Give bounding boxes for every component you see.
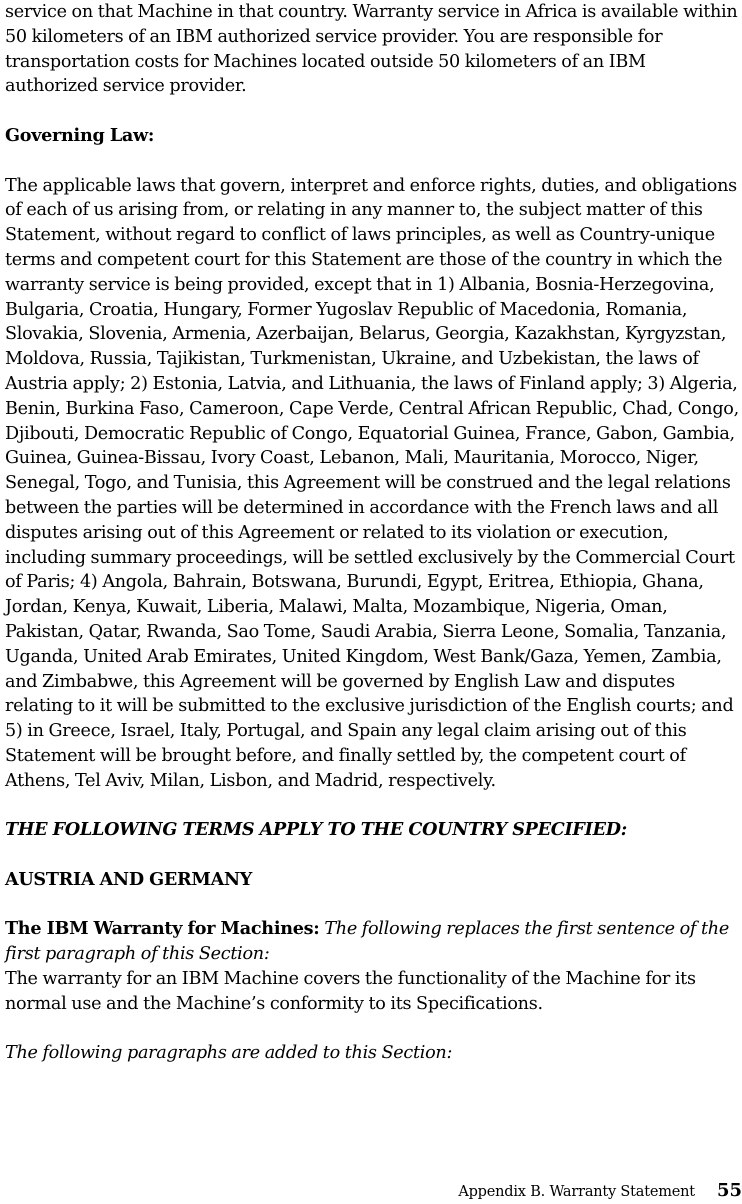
warranty-body: The warranty for an IBM Machine covers the functionality of the Machine for its normal use and the Machine’s conformity to its Specifications. — [5, 969, 696, 1014]
page-footer — [458, 1180, 742, 1204]
warranty-heading: The IBM Warranty for Machines: — [5, 918, 320, 940]
intro-paragraph: service on that Machine in that country. Warranty service in Africa is available within 50 kilometers of an IBM authorized service provider. You are responsible for transportation costs for Machines located outside 50 kilometers of an IBM authorized service provider. — [5, 2, 738, 97]
country-heading: AUSTRIA AND GERMANY — [5, 868, 253, 890]
warranty-instruction: The following replaces the first sentence of the first paragraph of this Section: — [5, 919, 729, 965]
added-paragraphs-note: The following paragraphs are added to this Section: — [5, 1043, 453, 1064]
governing-law-body: The applicable laws that govern, interpret and enforce rights, duties, and obligations of each of us arising from, or relating in any manner to, the subject matter of this Statement, without regard to conflict of laws principles, as well as Country-unique terms and competent court for this Statement are those of the country in which the warranty service is being provided, except that in 1) Albania, Bosnia-Herzegovina, Bulgaria, Croatia, Hungary, Former Yugoslav Republic of Macedonia, Romania, Slovakia, Slovenia, Armenia, Azerbaijan, Belarus, Georgia, Kazakhstan, Kyrgyzstan, Moldova, Russia, Tajikistan, Turkmenistan, Ukraine, and Uzbekistan, the laws of Austria apply; 2) Estonia, Latvia, and Lithuania, the laws of Finland apply; 3) Algeria, Benin, Burkina Faso, Cameroon, Cape Verde, Central African Republic, Chad, Congo, Djibouti, Democratic Republic of Congo, Equatorial Guinea, France, Gabon, Gambia, Guinea, Guinea-Bissau, Ivory Coast, Lebanon, Mali, Mauritania, Morocco, Niger, Senegal, Togo, and Tunisia, this Agreement will be construed and the legal relations between the parties will be determined in accordance with the French laws and all disputes arising out of this Agreement or related to its violation or execution, including summary proceedings, will be settled exclusively by the Commercial Court of Paris; 4) Angola, Bahrain, Botswana, Burundi, Egypt, Eritrea, Ethiopia, Ghana, Jordan, Kenya, Kuwait, Liberia, Malawi, Malta, Mozambique, Nigeria, Oman, Pakistan, Qatar, Rwanda, Sao Tome, Saudi Arabia, Sierra Leone, Somalia, Tanzania, Uganda, United Arab Emirates, United Kingdom, West Bank/Gaza, Yemen, Zambia, and Zimbabwe, this Agreement will be governed by English Law and disputes relating to it will be submitted to the exclusive jurisdiction of the English courts; and 5) in Greece, Israel, Italy, Portugal, and Spain any legal claim arising out of this Statement will be brought before, and finally settled by, the competent court of Athens, Tel Aviv, Milan, Lisbon, and Madrid, respectively. — [5, 175, 739, 791]
country-terms-heading: THE FOLLOWING TERMS APPLY TO THE COUNTRY SPECIFIED: — [5, 819, 627, 841]
governing-law-heading: Governing Law: — [5, 124, 155, 146]
footer-section-label: Appendix B. Warranty Statement — [458, 1184, 695, 1200]
document-page — [5, 0, 742, 1066]
page-number: 55 — [716, 1180, 742, 1201]
warranty-paragraph — [5, 917, 742, 967]
